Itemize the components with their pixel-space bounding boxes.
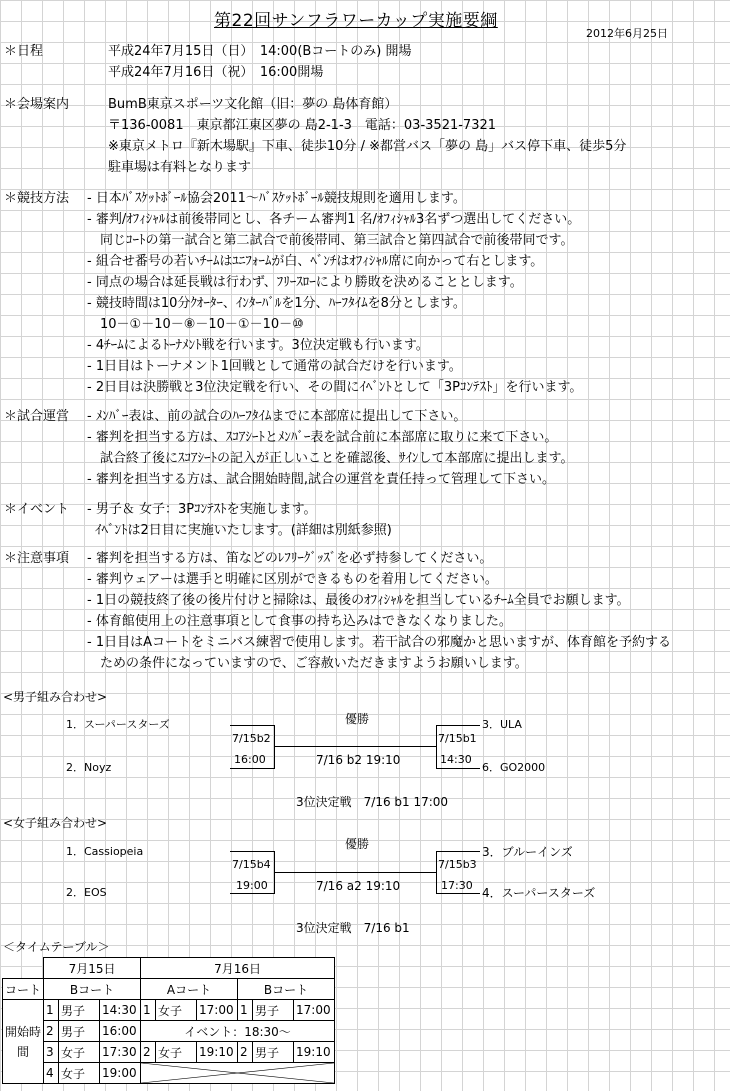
women-final-info: 7/16 a2 19:10 xyxy=(316,879,401,893)
bracket-line xyxy=(274,746,436,747)
event-label: ＊イベント xyxy=(4,502,70,517)
slot-time: 14:30 xyxy=(100,1000,141,1021)
operation-line: - 審判を担当する方は、試合開始時間,試合の運営を責任持って管理して下さい。 xyxy=(87,472,555,487)
slot-number: 3 xyxy=(44,1042,59,1063)
timetable-day1: 7月15日 xyxy=(44,958,141,979)
competition-line: 同じｺｰﾄの第一試合と第二試合で前後帯同、第三試合と第四試合で前後帯同です。 xyxy=(87,233,574,248)
women-bracket-heading: <女子組み合わせ> xyxy=(3,816,108,830)
timetable-court-label: コート xyxy=(3,979,44,1000)
competition-label: ＊競技方法 xyxy=(4,191,70,206)
slot-group: 女子 xyxy=(156,1000,197,1021)
operation-line: 試合終了後にｽｺｱｼｰﾄの記入が正しいことを確認後、ｻｲﾝして本部席に提出します。 xyxy=(87,451,574,466)
bracket-line xyxy=(436,768,480,769)
timetable-a-court: Aコート xyxy=(141,979,238,1000)
slot-group: 男子 xyxy=(253,1042,294,1063)
men-final-label: 優勝 xyxy=(345,712,370,726)
women-team-1: 1．Cassiopeia xyxy=(66,845,144,858)
notes-label: ＊注意事項 xyxy=(4,551,70,566)
venue-line: ※東京メトロ『新木場駅』下車、徒歩10分 / ※都営バス「夢の 島」バス停下車、徒歩5分 xyxy=(108,139,627,154)
bracket-line xyxy=(230,768,275,769)
notes-line: - 審判ウェアーは選手と明確に区別ができるものを着用してください。 xyxy=(87,572,498,587)
operation-line: - ﾒﾝﾊﾞｰ表は、前の試合のﾊｰﾌﾀｲﾑまでに本部席に提出して下さい。 xyxy=(87,409,467,424)
men-left-match-code: 7/15b2 xyxy=(232,732,271,745)
competition-line: 10－①－10－⑧－10－①－10－⑩ xyxy=(87,317,304,332)
women-left-match-time: 19:00 xyxy=(236,879,268,892)
timetable-b-court-2: Bコート xyxy=(238,979,335,1000)
slot-time: 16:00 xyxy=(100,1021,141,1042)
venue-line: 〒136-0081 東京都江東区夢の 島2-1-3 電話：03-3521-7321 xyxy=(108,118,497,133)
timetable-row-label: 開始時間 xyxy=(3,1000,44,1084)
slot-number: 1 xyxy=(141,1000,156,1021)
operation-label: ＊試合運営 xyxy=(4,409,70,424)
women-third-place: 3位決定戦 7/16 b1 xyxy=(296,921,410,935)
men-team-3: 3．ULA xyxy=(482,718,522,731)
notes-line: - 1日目はAコートをミニバス練習で使用します。若干試合の邪魔かと思いますが、体育館を予約する xyxy=(87,635,671,650)
slot-time: 17:30 xyxy=(100,1042,141,1063)
bracket-line xyxy=(230,851,275,852)
women-left-match-code: 7/15b4 xyxy=(232,858,271,871)
men-right-match-code: 7/15b1 xyxy=(438,732,477,745)
page-title: 第22回サンフラワーカップ実施要綱 xyxy=(214,11,498,31)
slot-number: 1 xyxy=(238,1000,253,1021)
men-final-info: 7/16 b2 19:10 xyxy=(316,753,401,767)
slot-number: 2 xyxy=(44,1021,59,1042)
women-team-4: 4．スーパースターズ xyxy=(482,886,596,900)
notes-line: - 体育館使用上の注意事項として食事の持ち込みはできなくなりました。 xyxy=(87,614,512,629)
competition-line: - 4ﾁｰﾑによるﾄｰﾅﾒﾝﾄ戦を行います。3位決定戦も行います。 xyxy=(87,338,429,353)
women-right-match-time: 17:30 xyxy=(441,879,473,892)
men-bracket-heading: <男子組み合わせ> xyxy=(3,690,108,704)
men-third-place: 3位決定戦 7/16 b1 17:00 xyxy=(296,795,449,809)
slot-time: 19:00 xyxy=(100,1063,141,1084)
slot-number: 1 xyxy=(44,1000,59,1021)
event-line: - 男子＆ 女子：3Pｺﾝﾃｽﾄを実施します。 xyxy=(87,502,317,517)
bracket-line xyxy=(436,851,437,894)
bracket-line xyxy=(436,851,480,852)
notes-line: ための条件になっていますので、ご容赦いただきますようお願いします。 xyxy=(87,656,528,671)
notes-line: - 1日の競技終了後の後片付けと掃除は、最後のｵﾌｨｼｬﾙを担当しているﾁｰﾑ全員でお願します。 xyxy=(87,593,630,608)
slot-number: 2 xyxy=(141,1042,156,1063)
bracket-line xyxy=(436,893,480,894)
slot-time: 19:10 xyxy=(294,1042,335,1063)
slot-time: 19:10 xyxy=(197,1042,238,1063)
slot-group: 女子 xyxy=(156,1042,197,1063)
crossed-out-mark xyxy=(141,1063,334,1083)
slot-group: 男子 xyxy=(59,1000,100,1021)
competition-line: - 審判/ｵﾌｨｼｬﾙは前後帯同とし、各チーム審判1 名/ｵﾌｨｼｬﾙ3名ずつ選出してください。 xyxy=(87,212,581,227)
schedule-line: 平成24年7月15日（日） 14:00(Bコートのみ) 開場 xyxy=(108,44,412,59)
competition-line: - 1日目はトーナメント1回戦として通常の試合だけを行います。 xyxy=(87,359,462,374)
slot-group: 女子 xyxy=(59,1063,100,1084)
empty-slot xyxy=(141,1063,335,1084)
men-right-match-time: 14:30 xyxy=(440,753,472,766)
women-team-2: 2．EOS xyxy=(66,886,107,899)
women-right-match-code: 7/15b3 xyxy=(438,858,477,871)
competition-line: - 競技時間は10分ｸｵｰﾀｰ、ｲﾝﾀｰﾊﾞﾙを1分、ﾊｰﾌﾀｲﾑを8分とします。 xyxy=(87,296,466,311)
women-final-label: 優勝 xyxy=(345,837,370,851)
men-team-1: 1．スーパースターズ xyxy=(66,718,170,731)
bracket-line xyxy=(230,725,275,726)
bracket-line xyxy=(436,725,437,769)
schedule-label: ＊日程 xyxy=(4,44,44,59)
slot-group: 女子 xyxy=(59,1042,100,1063)
event-line: ｲﾍﾞﾝﾄは2日目に実施いたします。(詳細は別紙参照) xyxy=(95,523,392,538)
notes-line: - 審判を担当する方は、笛などのﾚﾌﾘｰｸﾞｯｽﾞを必ず持参してください。 xyxy=(87,551,493,566)
competition-line: - 同点の場合は延長戦は行わず、ﾌﾘｰｽﾛｰにより勝敗を決めることとします。 xyxy=(87,275,523,290)
event-slot: イベント：18:30～ xyxy=(141,1021,335,1042)
document-date: 2012年6月25日 xyxy=(586,27,668,40)
timetable-heading: ＜タイムテーブル＞ xyxy=(3,940,110,954)
bracket-line xyxy=(274,725,275,769)
bracket-line xyxy=(436,725,480,726)
timetable xyxy=(2,957,335,1084)
competition-line: - 組合せ番号の若いﾁｰﾑはﾕﾆﾌｫｰﾑが白、ﾍﾞﾝﾁはｵﾌｨｼｬﾙ席に向かって右とします。 xyxy=(87,254,544,269)
men-team-2: 2．Noyz xyxy=(66,761,112,774)
competition-line: - 日本ﾊﾞｽｹｯﾄﾎﾞｰﾙ協会2011～ﾊﾞｽｹｯﾄﾎﾞｰﾙ競技規則を適用します。 xyxy=(87,191,466,206)
timetable-day2: 7月16日 xyxy=(141,958,335,979)
slot-number: 4 xyxy=(44,1063,59,1084)
slot-time: 17:00 xyxy=(197,1000,238,1021)
venue-line: 駐車場は有料となります xyxy=(108,160,252,175)
women-team-3: 3．ブルーインズ xyxy=(482,845,573,859)
bracket-line xyxy=(230,893,275,894)
slot-number: 2 xyxy=(238,1042,253,1063)
operation-line: - 審判を担当する方は、ｽｺｱｼｰﾄとﾒﾝﾊﾞｰ表を試合前に本部席に取りに来て下さい。 xyxy=(87,430,558,445)
men-left-match-time: 16:00 xyxy=(234,753,266,766)
slot-time: 17:00 xyxy=(294,1000,335,1021)
competition-line: - 2日目は決勝戦と3位決定戦を行い、その間にｲﾍﾞﾝﾄとして「3Pｺﾝﾃｽﾄ」を行います。 xyxy=(87,380,583,395)
venue-label: ＊会場案内 xyxy=(4,97,70,112)
timetable-b-court: Bコート xyxy=(44,979,141,1000)
men-team-6: 6．GO2000 xyxy=(482,761,546,774)
bracket-line xyxy=(274,872,436,873)
schedule-line: 平成24年7月16日（祝） 16:00開場 xyxy=(108,65,324,80)
slot-group: 男子 xyxy=(253,1000,294,1021)
slot-group: 男子 xyxy=(59,1021,100,1042)
venue-line: BumB東京スポーツ文化館（旧：夢の 島体育館） xyxy=(108,97,398,112)
